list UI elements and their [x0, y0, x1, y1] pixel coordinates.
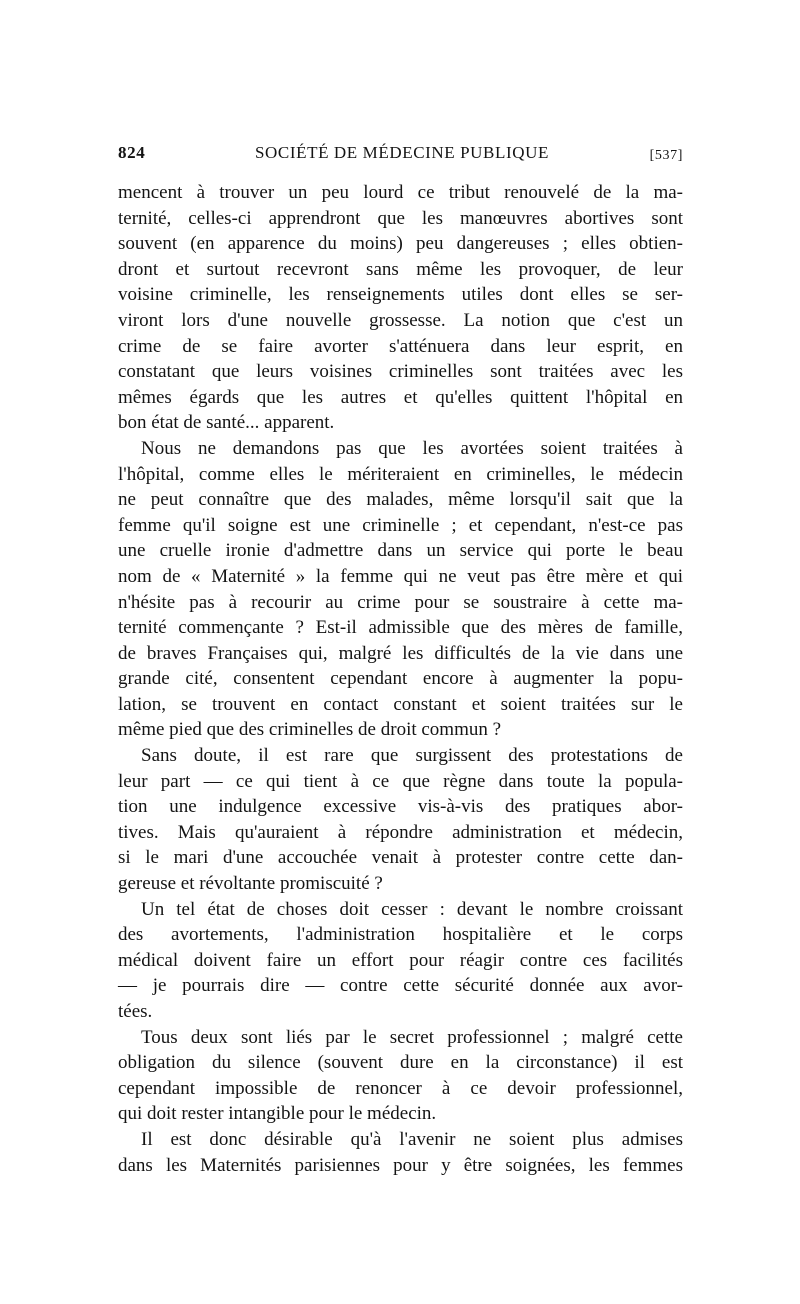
paragraph [118, 1127, 683, 1178]
page-number: 824 [118, 143, 146, 162]
text-line: lation, se trouvent en contact constant et soient traitées sur le [118, 693, 683, 715]
text-line: ne peut connaître que des malades, même lorsqu'il sait que la [118, 489, 683, 511]
text-line: cependant impossible de renoncer à ce devoir professionnel, [118, 1077, 683, 1099]
text-line: Tous deux sont liés par le secret professionnel ; malgré cette [141, 1026, 683, 1048]
text-line: n'hésite pas à recourir au crime pour se soustraire à cette ma- [118, 591, 683, 613]
text-line: femme qu'il soigne est une criminelle ; et cependant, n'est-ce pas [118, 514, 683, 536]
running-title: SOCIÉTÉ DE MÉDECINE PUBLIQUE [255, 143, 549, 162]
text-line: tées. [118, 1001, 153, 1022]
text-line: tives. Mais qu'auraient à répondre administration et médecin, [118, 821, 683, 843]
text-line: Un tel état de choses doit cesser : devant le nombre croissant [141, 898, 683, 920]
text-line: mencent à trouver un peu lourd ce tribut renouvelé de la ma- [118, 182, 683, 203]
text-line: grande cité, consentent cependant encore à augmenter la popu- [118, 668, 683, 690]
text-line: gereuse et révoltante promiscuité ? [118, 873, 383, 895]
text-line: l'hôpital, comme elles le mériteraient en criminelles, le médecin [118, 463, 683, 485]
text-line: ternité commençante ? Est-il admissible que des mères de famille, [118, 617, 683, 639]
paragraph [118, 1025, 683, 1127]
text-line: ternité, celles-ci apprendront que les manœuvres abortives sont [118, 207, 683, 229]
text-line: bon état de santé... apparent. [118, 412, 335, 434]
paragraph [118, 897, 683, 1025]
text-line: viront lors d'une nouvelle grossesse. La notion que c'est un [118, 309, 683, 331]
text-line: crime de se faire avorter s'atténuera dans leur esprit, en [118, 335, 683, 357]
text-line: une cruelle ironie d'admettre dans un service qui porte le beau [118, 540, 683, 562]
text-line: Nous ne demandons pas que les avortées soient traitées à [141, 437, 683, 459]
text-line: Il est donc désirable qu'à l'avenir ne soient plus admises [141, 1128, 683, 1150]
text-line: même pied que des criminelles de droit commun ? [118, 719, 502, 741]
paragraph [118, 743, 683, 897]
text-line: Sans doute, il est rare que surgissent des protestations de [141, 745, 683, 767]
text-line: qui doit rester intangible pour le médecin. [118, 1103, 437, 1125]
text-line: dans les Maternités parisiennes pour y être soignées, les femmes [118, 1154, 683, 1176]
paragraph [118, 180, 683, 436]
text-line: nom de « Maternité » la femme qui ne veut pas être mère et qui [118, 565, 683, 587]
text-line: médical doivent faire un effort pour réagir contre ces facilités [118, 949, 683, 971]
running-head [118, 143, 683, 169]
text-line: dront et surtout recevront sans même les provoquer, de leur [118, 258, 683, 280]
text-line: souvent (en apparence du moins) peu dangereuses ; elles obtien- [118, 233, 683, 255]
text-line: — je pourrais dire — contre cette sécurité donnée aux avor- [118, 975, 683, 997]
book-page [118, 0, 683, 1304]
text-line: mêmes égards que les autres et qu'elles quittent l'hôpital en [118, 386, 683, 408]
text-line: si le mari d'une accouchée venait à protester contre cette dan- [118, 847, 683, 869]
text-line: leur part — ce qui tient à ce que règne dans toute la popula- [118, 770, 683, 792]
bracket-page-reference: [537] [649, 148, 683, 163]
text-line: obligation du silence (souvent dure en la circonstance) il est [118, 1052, 683, 1074]
text-line: de braves Françaises qui, malgré les difficultés de la vie dans une [118, 642, 683, 664]
text-line: voisine criminelle, les renseignements utiles dont elles se ser- [118, 284, 683, 306]
text-line: des avortements, l'administration hospitalière et le corps [118, 924, 683, 946]
text-line: tion une indulgence excessive vis-à-vis des pratiques abor- [118, 796, 683, 818]
paragraph [118, 436, 683, 743]
body-text [118, 180, 683, 1178]
text-line: constatant que leurs voisines criminelles sont traitées avec les [118, 361, 683, 383]
